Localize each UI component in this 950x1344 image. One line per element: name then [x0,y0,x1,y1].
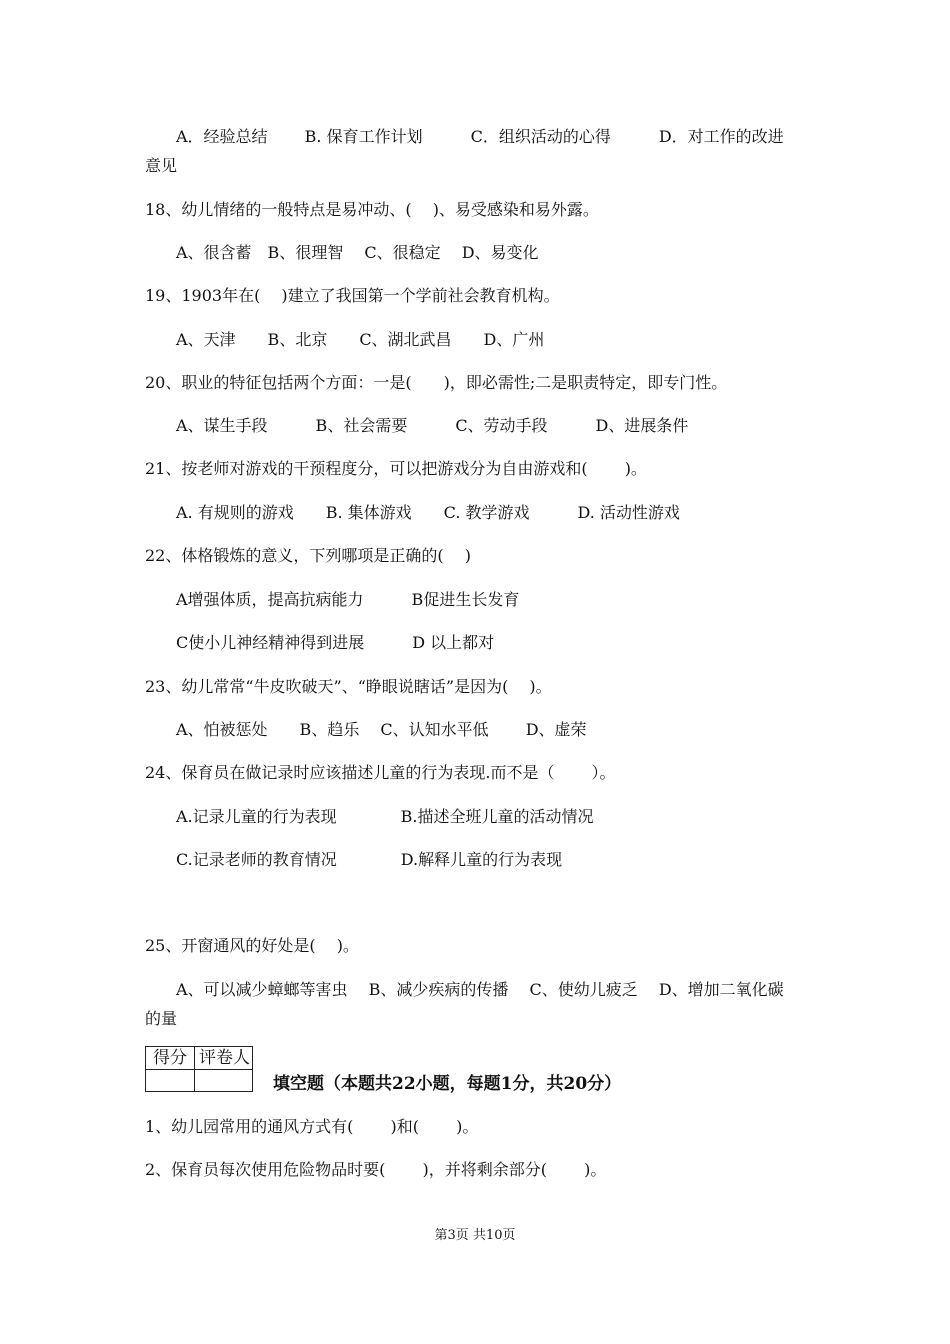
question-22: 22、体格锻炼的意义，下列哪项是正确的( ) [145,546,471,565]
question-20-options: A、谋生手段 B、社会需要 C、劳动手段 D、进展条件 [176,416,689,435]
question-23-options: A、怕被惩处 B、趋乐 C、认知水平低 D、虚荣 [176,720,587,739]
score-label: 得分 [153,1048,187,1068]
question-21: 21、按老师对游戏的干预程度分，可以把游戏分为自由游戏和( )。 [145,459,647,478]
q17-continuation: 意见 [145,156,178,175]
question-25-continuation: 的量 [145,1009,178,1028]
question-18-options: A、很含蓄 B、很理智 C、很稳定 D、易变化 [176,243,539,262]
question-25: 25、开窗通风的好处是( )。 [145,936,359,955]
q17-options: A．经验总结 B. 保育工作计划 C．组织活动的心得 D．对工作的改进 [176,127,784,146]
question-18: 18、幼儿情绪的一般特点是易冲动、( )、易受感染和易外露。 [145,200,599,219]
question-19-options: A、天津 B、北京 C、湖北武昌 D、广州 [176,330,545,349]
question-24-options-b: C.记录老师的教育情况 D.解释儿童的行为表现 [176,850,563,869]
score-table-row-divider [146,1069,252,1070]
fill-question-2: 2、保育员每次使用危险物品时要( )，并将剩余部分( )。 [145,1160,607,1179]
question-22-options-b: C使小儿神经精神得到进展 D 以上都对 [176,633,495,652]
question-25-options: A、可以减少蟑螂等害虫 B、减少疾病的传播 C、使幼儿疲乏 D、增加二氧化碳 [176,980,784,999]
question-19: 19、1903年在( )建立了我国第一个学前社会教育机构。 [145,286,560,305]
question-20: 20、职业的特征包括两个方面：一是( )，即必需性;二是职责特定，即专门性。 [145,373,728,392]
question-24-options-a: A.记录儿童的行为表现 B.描述全班儿童的活动情况 [176,807,594,826]
score-table [145,1046,253,1092]
question-22-options-a: A增强体质，提高抗病能力 B促进生长发育 [176,590,520,609]
question-23: 23、幼儿常常“牛皮吹破天”、“睁眼说瞎话”是因为( )。 [145,677,552,696]
question-21-options: A. 有规则的游戏 B. 集体游戏 C. 教学游戏 D. 活动性游戏 [176,503,680,522]
page-number-footer: 第3页 共10页 [434,1228,516,1243]
fill-question-1: 1、幼儿园常用的通风方式有( )和( )。 [145,1117,479,1136]
question-24: 24、保育员在做记录时应该描述儿童的行为表现.而不是（ ）。 [145,763,616,782]
section-title-fill-in: 填空题（本题共22小题，每题1分，共20分） [273,1074,622,1094]
grader-label: 评卷人 [199,1048,250,1068]
